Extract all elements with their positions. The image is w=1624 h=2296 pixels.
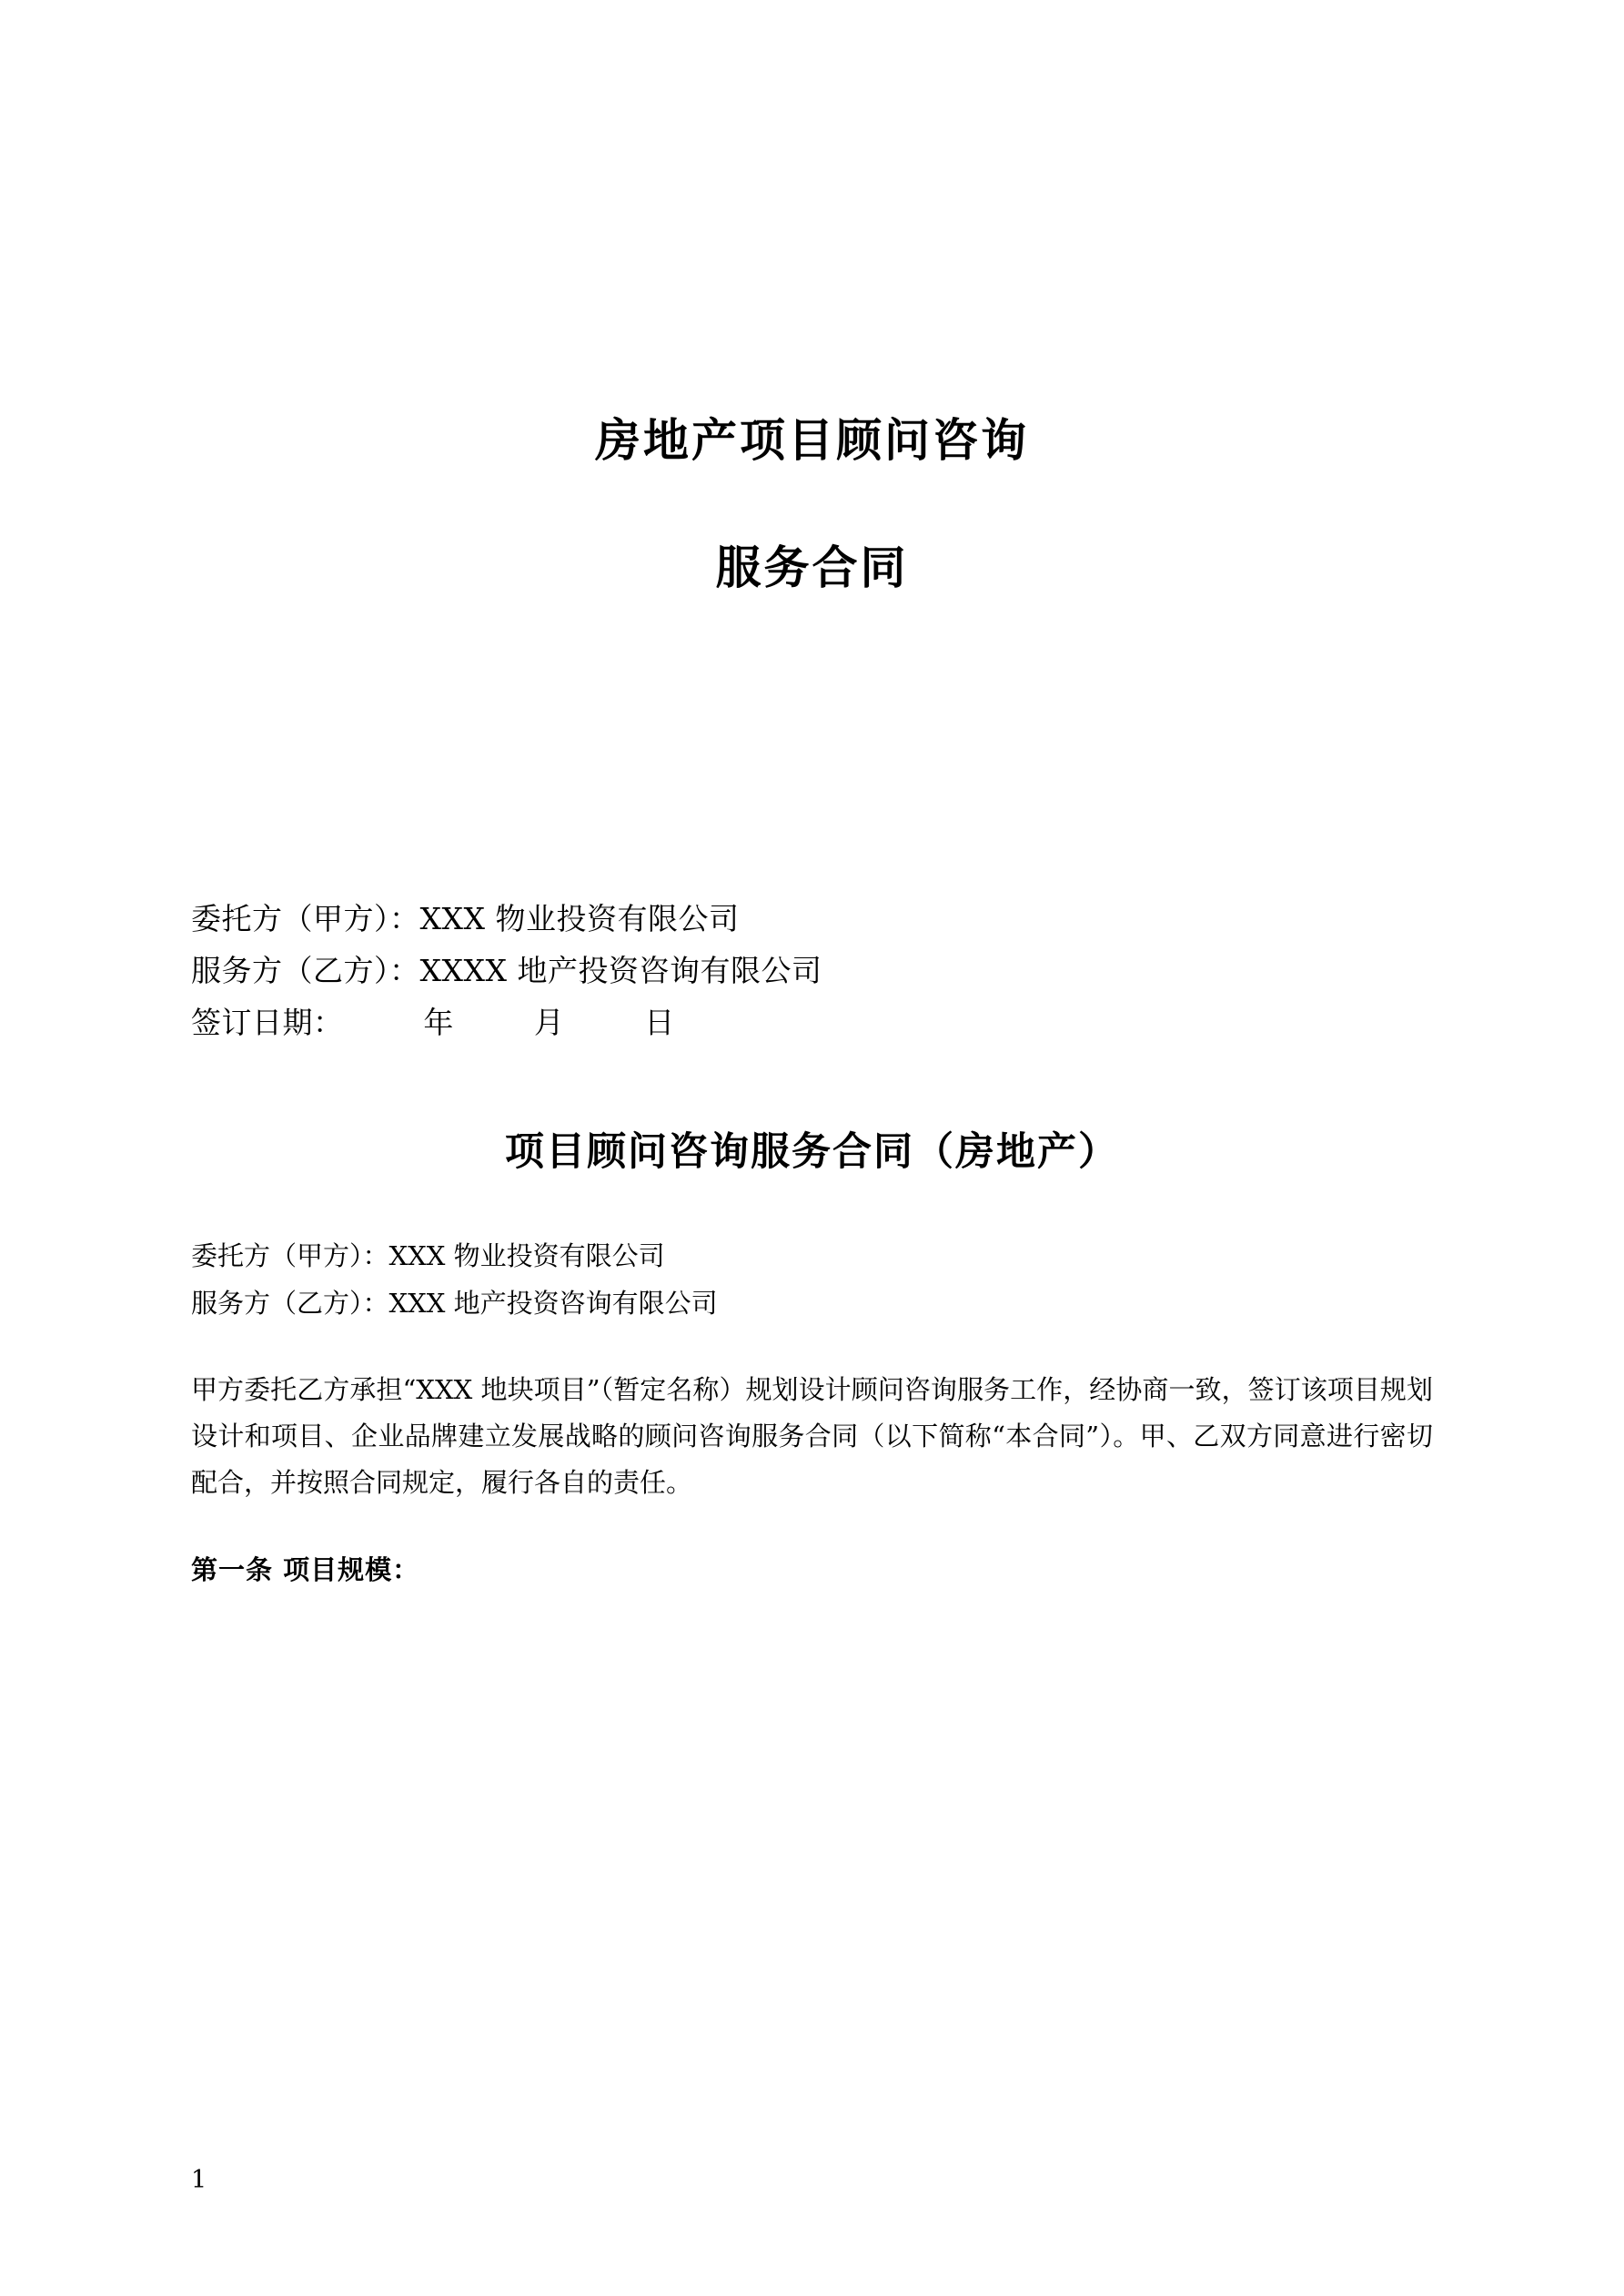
contract-provider-line: 服务方（乙方）：XXX 地产投资咨询有限公司 [191, 1287, 718, 1319]
clause-one-heading: 第一条 项目规模： [191, 1553, 420, 1585]
intro-paragraph: 甲方委托乙方承担“XXX 地块项目”（暂定名称）规划设计顾问咨询服务工作，经协商一致，签订该项目规划设计和项目、企业品牌建立发展战略的顾问咨询服务合同（以下简称“本合同”）。甲、乙双方同意进行密切配合，并按照合同规定，履行各自的责任。 [191, 1374, 1433, 1498]
cover-title-block [191, 0, 1433, 602]
cover-provider-line: 服务方（乙方）：XXXX 地产投资咨询有限公司 [191, 952, 822, 988]
document-title-line-1: 房地产项目顾问咨询 [595, 413, 1029, 467]
page-number: 1 [191, 2166, 207, 2194]
contract-client-line: 委托方（甲方）：XXX 物业投资有限公司 [191, 1240, 665, 1272]
cover-parties-block [191, 894, 1433, 1048]
contract-parties-block [191, 1233, 1433, 1327]
section-heading: 项目顾问咨询服务合同（房地产） [505, 1129, 1119, 1176]
cover-sign-date-line: 签订日期： 年 月 日 [191, 1004, 675, 1040]
cover-client-line: 委托方（甲方）：XXX 物业投资有限公司 [191, 901, 740, 936]
document-title-line-2: 服务合同 [715, 540, 909, 594]
